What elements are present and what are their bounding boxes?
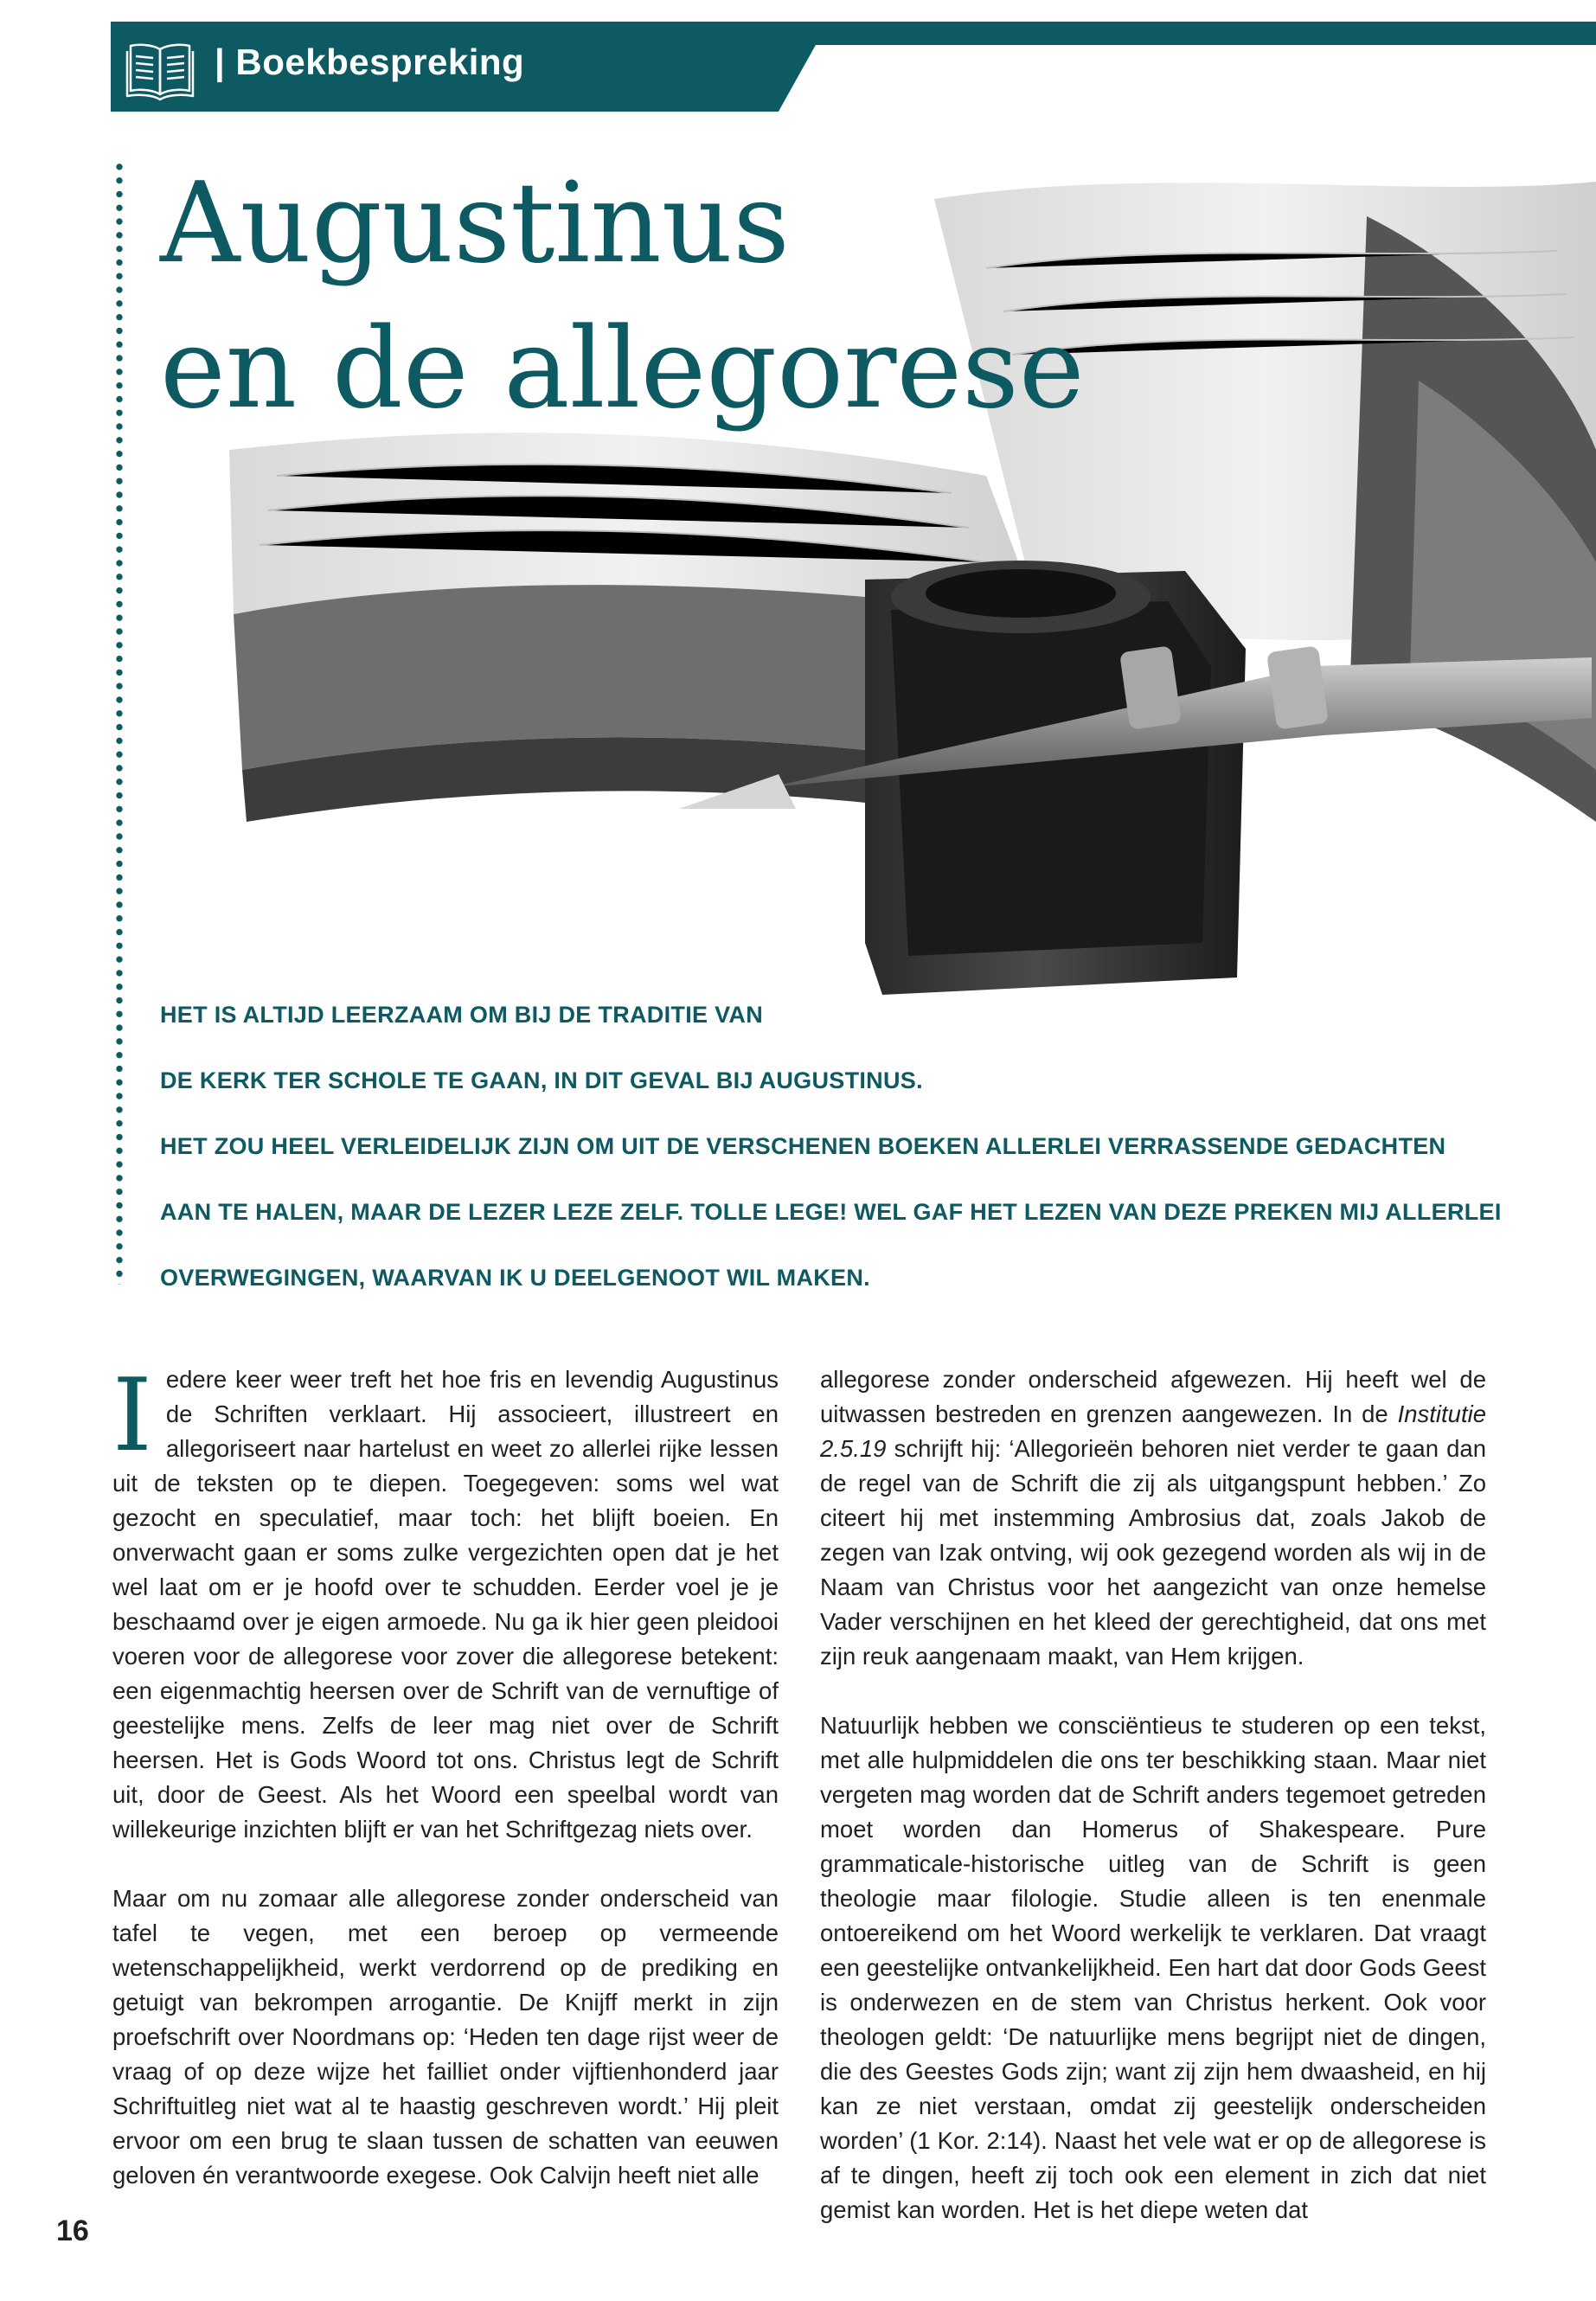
intro-line: HET IS ALTIJD LEERZAAM OM BIJ DE TRADITIE VAN xyxy=(160,1002,764,1028)
intro-line: DE KERK TER SCHOLE TE GAAN, IN DIT GEVAL BIJ AUGUSTINUS. xyxy=(160,1067,923,1093)
intro-line: AAN TE HALEN, MAAR DE LEZER LEZE ZELF. TOLLE LEGE! WEL GAF HET LEZEN VAN DEZE PREKEN MIJ ALLERLEI xyxy=(160,1199,1502,1225)
dotted-rule xyxy=(115,160,124,1285)
title-line-1: Augustinus xyxy=(160,159,790,288)
paragraph-text: schrijft hij: ‘Allegorieën behoren niet verder te gaan dan de regel van de Schrift die zij als uitgangspunt hebben.’ Zo citeert hij met instemming Ambrosius dat, zoals Jakob de zegen van Izak ontving, wij ook gezegend worden als wij in de Naam van Christus voor het aangezicht van onze hemelse Vader verschijnen en het kleed der gerechtigheid, dat ons met zijn reuk aangenaam maakt, van Hem krijgen. xyxy=(820,1435,1486,1670)
open-book-icon xyxy=(125,37,195,101)
intro-lead xyxy=(160,982,1544,1311)
paragraph-text: edere keer weer treft het hoe fris en levendig Augustinus de Schriften verklaart. Hij associeert, illustreert en allegoriseert naar hartelust en weet zo allerlei rijke lessen uit de teksten op te diepen. Toegegeven: soms wel wat gezocht en speculatief, maar toch: het blijft boeien. En onverwacht gaan er soms zulke vergezichten open dat je het wel laat om er je hoofd over te schudden. Eerder voel je je beschaamd over je eigen armoede. Nu ga ik hier geen pleidooi voeren voor de allegorese voor zover die allegorese betekent: een eigenmachtig heersen over de Schrift van de vernuftige of geestelijke mens. Zelfs de leer mag niet over de Schrift heersen. Het is Gods Woord tot ons. Christus legt de Schrift uit, door de Geest. Als het Woord een speelbal wordt van willekeurige inzichten blijft er van het Schriftgezag niets over. xyxy=(112,1366,779,1843)
paragraph-text: allegorese zonder onderscheid afgewezen. Hij heeft wel de uitwassen bestreden en grenzen aangewezen. In de xyxy=(820,1366,1486,1427)
body-paragraph xyxy=(112,1357,779,1847)
title-line-2: en de allegorese xyxy=(160,304,1085,433)
section-label: | Boekbespreking xyxy=(215,42,525,82)
body-paragraph: Natuurlijk hebben we consciëntieus te studeren op een tekst, met alle hulpmiddelen die ons ter beschikking staan. Maar niet vergeten mag worden dat de Schrift anders tegemoet getreden moet worden dan Homerus of Shakespeare. Pure grammaticale-historische uitleg van de Schrift is geen theologie maar filologie. Studie alleen is ten enenmale ontoereikend om het Woord werkelijk te verklaren. Dat vraagt een geestelijke ontvankelijkheid. Een hart dat door Gods Geest is onderwezen en de stem van Christus herkent. Ook voor theologen geldt: ‘De natuurlijke mens begrijpt niet de dingen, die des Geestes Gods zijn; want zij zijn hem dwaasheid, en hij kan ze niet verstaan, omdat zij geestelijk onderscheiden worden’ (1 Kor. 2:14). Naast het vele wat er op de allegorese is af te dingen, heeft zij toch ook een element in zich dat niet gemist kan worden. Het is het diepe weten dat xyxy=(820,1712,1486,2223)
body-paragraph: Maar om nu zomaar alle allegorese zonder onderscheid van tafel te vegen, met een beroep op vermeende wetenschappelijkheid, werkt verdorrend op de prediking en getuigt van bekrompen arrogantie. De Knijff merkt in zijn proefschrift over Noordmans op: ‘Heden ten dage rijst weer de vraag of op deze wijze het failliet onder vijftienhonderd jaar Schriftuitleg niet wat al te haastig geschreven wordt.’ Hij pleit ervoor om een brug te slaan tussen de schatten van eeuwen geloven én verantwoorde exegese. Ook Calvijn heeft niet alle xyxy=(112,1885,779,2189)
drop-cap: I xyxy=(112,1357,152,1474)
article-title xyxy=(160,151,1085,442)
body-column-left xyxy=(112,1357,779,2227)
body-paragraph xyxy=(820,1362,1486,1674)
intro-line: HET ZOU HEEL VERLEIDELIJK ZIJN OM UIT DE VERSCHENEN BOEKEN ALLERLEI VERRASSENDE GEDACHTEN xyxy=(160,1133,1446,1159)
page-number: 16 xyxy=(56,2214,89,2247)
citation: Institutie 2.5.19 xyxy=(820,1400,1486,1462)
body-column-right xyxy=(820,1362,1486,2262)
intro-line: OVERWEGINGEN, WAARVAN IK U DEELGENOOT WIL MAKEN. xyxy=(160,1265,870,1291)
